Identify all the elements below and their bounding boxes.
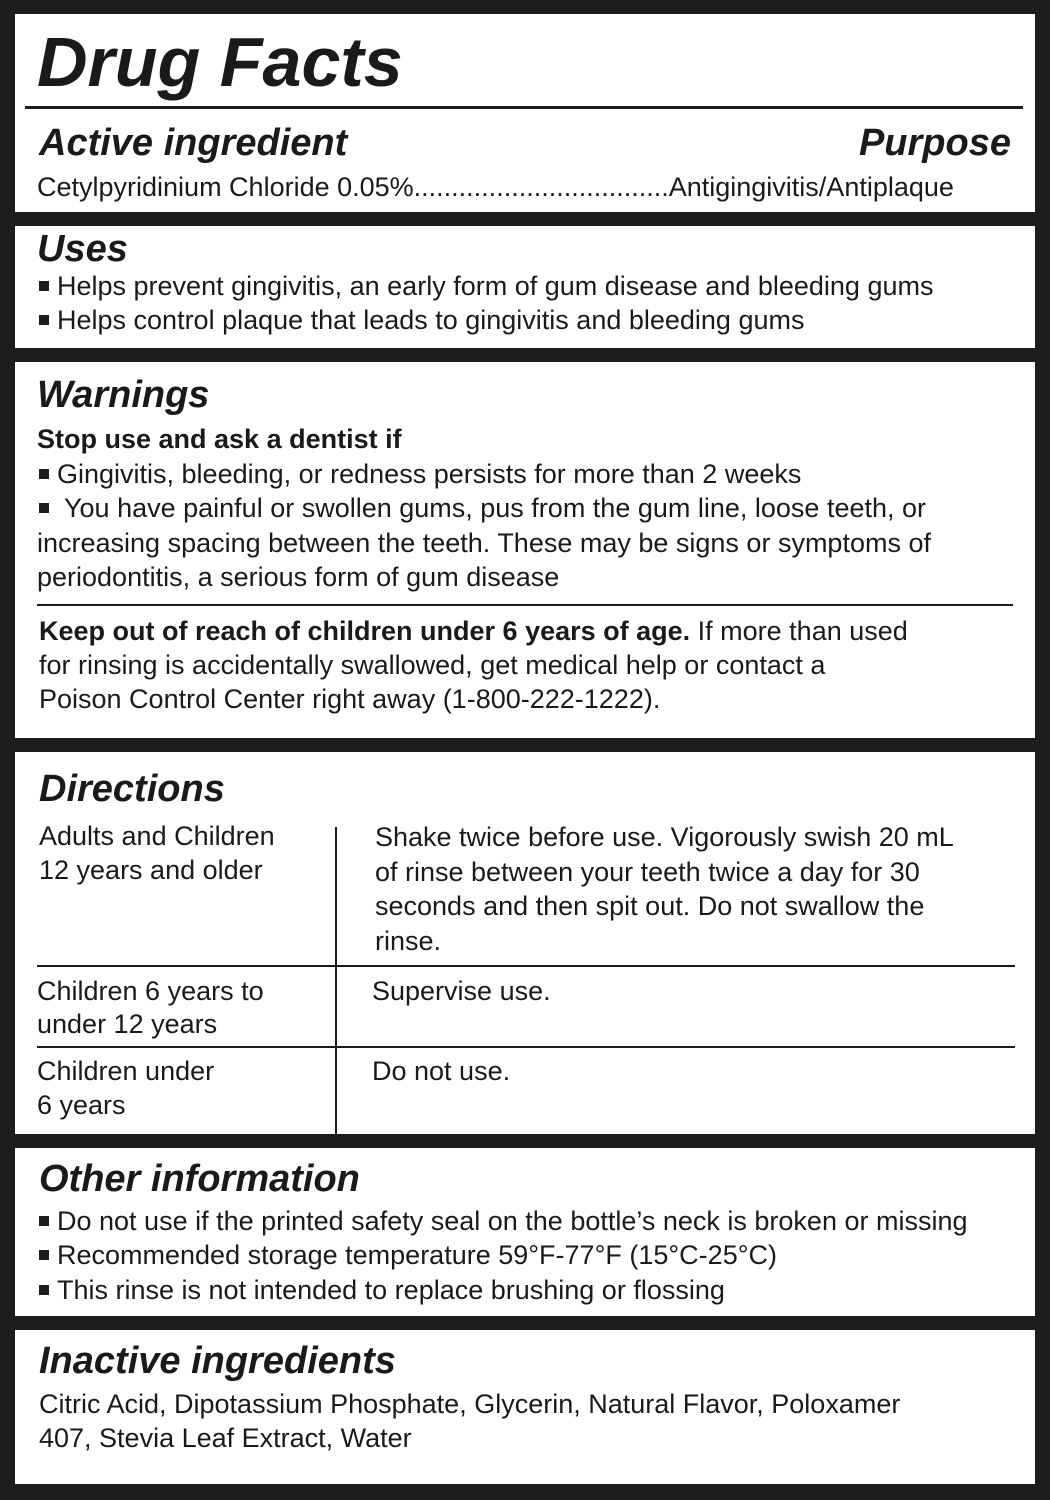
directions-what: of rinse between your teeth twice a day for 30 [375,857,920,887]
directions-who: under 12 years [37,1009,218,1039]
warnings-heading: Warnings [37,374,210,416]
other-information-panel [15,1148,1035,1316]
directions-what: Do not use. [372,1056,511,1086]
ingredient-name: Cetylpyridinium Chloride 0.05% [37,172,414,202]
warnings-panel [15,362,1035,738]
directions-heading: Directions [39,768,225,810]
bullet-icon [39,1285,49,1295]
directions-what: rinse. [375,926,442,956]
keep-out-of-reach: Keep out of reach of children under 6 years of age. If more than used [39,616,908,646]
bullet-icon [39,469,49,479]
ingredient-purpose: Antigingivitis/Antiplaque [668,172,954,202]
warning-item-continued: increasing spacing between the teeth. These may be signs or symptoms of [37,528,931,558]
directions-what: Supervise use. [372,976,551,1006]
directions-who: 12 years and older [39,855,263,885]
warning-item-continued: periodontitis, a serious form of gum disease [37,562,560,592]
directions-what: Shake twice before use. Vigorously swish 20 mL [375,822,954,852]
warnings-divider [37,604,1013,606]
directions-column-divider [335,827,337,1134]
dot-leader: .................................. [413,172,669,202]
directions-panel [15,752,1035,1134]
active-ingredient-heading: Active ingredient [39,122,348,164]
purpose-heading: Purpose [858,122,1011,164]
directions-who: Children 6 years to [37,976,264,1006]
inactive-ingredients-list: Citric Acid, Dipotassium Phosphate, Glycerin, Natural Flavor, Poloxamer [39,1389,901,1419]
bullet-icon [39,315,49,325]
directions-row-divider [37,965,1015,967]
active-ingredient-line [37,170,954,204]
page-title: Drug Facts [37,23,403,101]
bullet-icon [39,1216,49,1226]
other-item: This rinse is not intended to replace brushing or flossing [37,1273,725,1307]
inactive-ingredients-list: 407, Stevia Leaf Extract, Water [39,1423,412,1453]
warning-item: You have painful or swollen gums, pus from the gum line, loose teeth, or [37,491,926,525]
directions-who: Children under [37,1056,215,1086]
bullet-icon [39,1250,49,1260]
inactive-ingredients-heading: Inactive ingredients [39,1340,396,1382]
directions-who: 6 years [37,1090,126,1120]
other-information-heading: Other information [39,1158,360,1200]
uses-heading: Uses [37,228,128,270]
uses-panel [15,226,1035,348]
active-ingredient-panel [15,14,1035,212]
directions-what: seconds and then spit out. Do not swallow the [375,891,925,921]
directions-who: Adults and Children [39,821,275,851]
warning-item: Gingivitis, bleeding, or redness persists for more than 2 weeks [37,457,801,491]
other-item: Do not use if the printed safety seal on the bottle’s neck is broken or missing [37,1204,968,1238]
directions-row-divider [37,1046,1015,1048]
stop-use-heading: Stop use and ask a dentist if [37,424,402,454]
bullet-icon [39,503,49,513]
other-item: Recommended storage temperature 59°F-77°F (15°C-25°C) [37,1238,777,1272]
uses-item: Helps prevent gingivitis, an early form of gum disease and bleeding gums [37,269,933,303]
title-divider [25,106,1023,109]
keep-out-continued: for rinsing is accidentally swallowed, get medical help or contact a [39,650,826,680]
keep-out-continued: Poison Control Center right away (1-800-222-1222). [39,684,661,714]
uses-item: Helps control plaque that leads to gingivitis and bleeding gums [37,303,804,337]
bullet-icon [39,281,49,291]
inactive-ingredients-panel [15,1330,1035,1484]
